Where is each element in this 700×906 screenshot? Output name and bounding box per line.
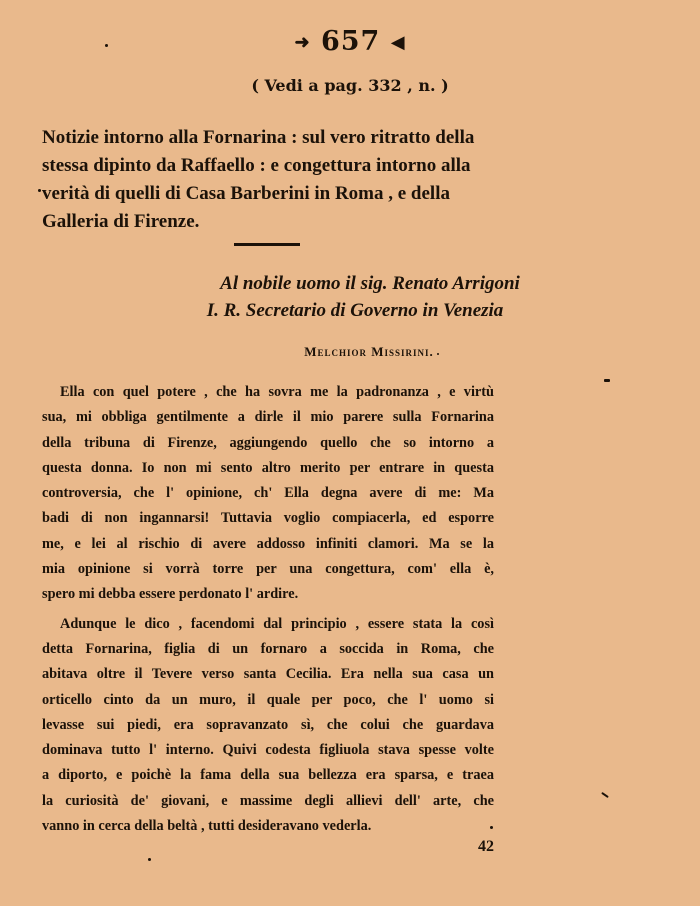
- dedication-line: Al nobile uomo il sig. Renato Arrigoni: [220, 273, 520, 294]
- dedication-line: I. R. Secretario di Governo in Venezia: [206, 300, 504, 321]
- page-number: 657: [320, 26, 381, 57]
- text-line: della tribuna di Firenze, aggiungendo quello che so intorno a: [42, 434, 494, 451]
- text-line: levasse sui piedi, era sopravanzato sì, che colui che guardava: [42, 716, 494, 733]
- text-line: badi di non ingannarsi! Tuttavia voglio compiacerla, ed esporre: [42, 510, 494, 527]
- text-line: a diporto, e poichè la fama della sua bellezza era sparsa, e traea: [42, 767, 494, 784]
- text-line: abitava oltre il Tevere verso santa Cecilia. Era nella sua casa un: [42, 666, 494, 683]
- left-ornament-icon: ➜: [294, 32, 311, 53]
- text-line: vanno in cerca della beltà , tutti desideravano vederla.: [42, 818, 372, 835]
- ink-speck: [601, 792, 609, 798]
- text-line: controversia, che l' opinione, ch' Ella degna avere di me: Ma: [42, 485, 494, 502]
- title-line: verità di quelli di Casa Barberini in Roma , e della: [42, 183, 450, 204]
- dedication: [0, 270, 700, 324]
- title-line: stessa dipinto da Raffaello : e congettura intorno alla: [42, 155, 471, 176]
- text-line: sua, mi obbliga gentilmente a dirle il mio parere sulla Fornarina: [42, 409, 494, 426]
- title-line: Notizie intorno alla Fornarina : sul vero ritratto della: [42, 127, 475, 148]
- page-reference: ( Vedi a pag. 332 , n. ): [251, 76, 449, 95]
- text-line: Ella con quel potere , che ha sovra me la padronanza , e virtù: [60, 384, 494, 400]
- text-line: orticello cinto da un muro, il quale per poco, che l' uomo si: [42, 691, 494, 708]
- ink-speck: [38, 189, 41, 192]
- text-line: me, e lei al rischio di avere addosso infiniti clamori. Ma se la: [42, 535, 494, 552]
- text-line: dominava tutto l' interno. Quivi codesta figliuola stava spesse volte: [42, 742, 494, 759]
- section-divider: [234, 243, 300, 246]
- text-line: mia opinione si vorrà torre per una congettura, com' ella è,: [42, 561, 494, 578]
- ink-speck: [604, 379, 610, 382]
- article-title: [42, 124, 512, 236]
- title-line: Galleria di Firenze.: [42, 211, 200, 232]
- signature-mark: 42: [478, 838, 494, 855]
- text-line: questa donna. Io non mi sento altro merito per entrare in questa: [42, 459, 494, 476]
- author-name: Melchior Missirini.: [304, 344, 434, 359]
- right-ornament-icon: ◀: [390, 32, 406, 53]
- text-line: detta Fornarina, figlia di un fornaro a soccida in Roma, che: [42, 640, 494, 657]
- ink-speck: [490, 826, 493, 829]
- page-header: [0, 26, 700, 57]
- text-line: spero mi debba essere perdonato l' ardire.: [42, 586, 299, 603]
- ink-speck: [437, 353, 439, 355]
- body-text: [42, 380, 494, 839]
- ink-speck: [105, 44, 108, 47]
- ink-speck: [148, 858, 151, 861]
- text-line: la curiosità de' giovani, e massime degli allievi dell' arte, che: [42, 792, 494, 809]
- text-line: Adunque le dico , facendomi dal principio , essere stata la così: [60, 615, 494, 632]
